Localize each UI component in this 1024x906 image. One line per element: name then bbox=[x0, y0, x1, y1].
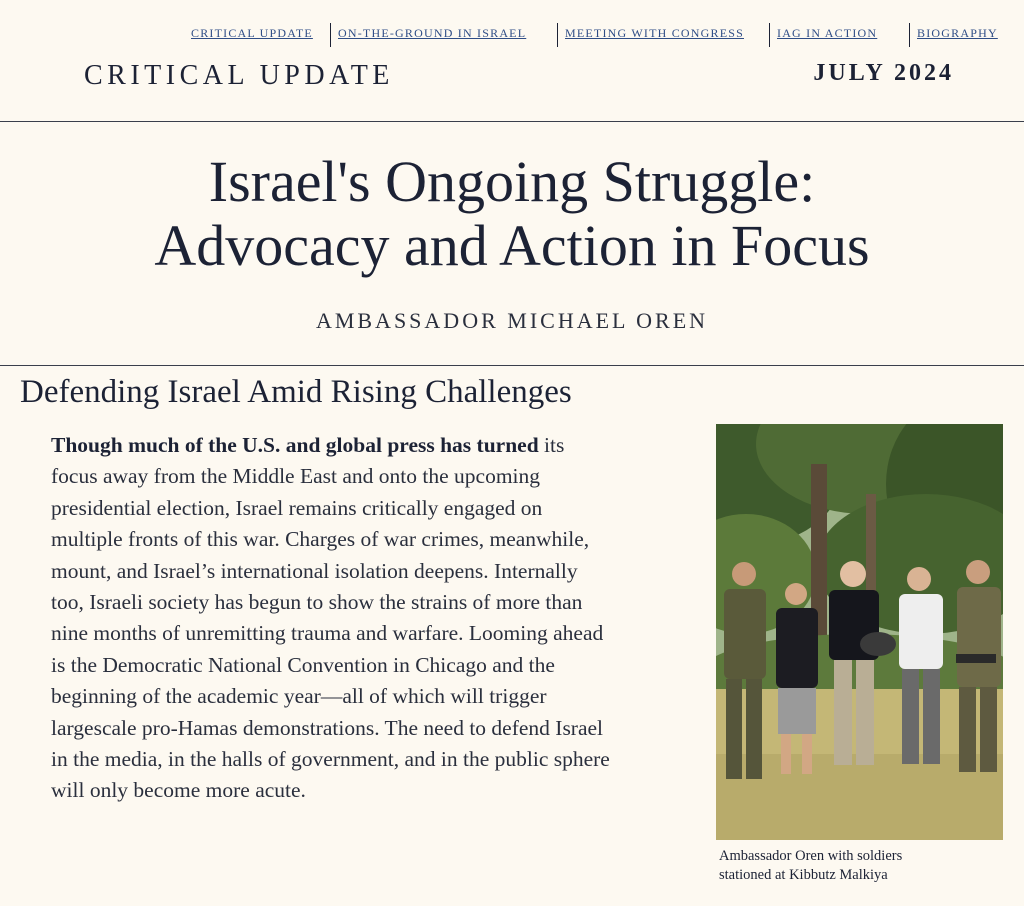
nav-link-biography[interactable]: BIOGRAPHY bbox=[917, 26, 998, 40]
newsletter-title: CRITICAL UPDATE bbox=[84, 60, 394, 91]
title-rule bbox=[0, 365, 1024, 366]
byline: AMBASSADOR MICHAEL OREN bbox=[315, 308, 709, 333]
nav-divider bbox=[909, 23, 910, 47]
caption-line-2: stationed at Kibbutz Malkiya bbox=[719, 867, 888, 883]
nav-divider bbox=[330, 23, 331, 47]
photo-illustration bbox=[716, 424, 1003, 840]
newsletter-date: JULY 2024 bbox=[813, 60, 954, 86]
page-title bbox=[0, 150, 1024, 278]
nav-link-critical-update[interactable]: CRITICAL UPDATE bbox=[191, 26, 313, 40]
section-title: Defending Israel Amid Rising Challenges bbox=[20, 374, 572, 410]
nav-link-on-the-ground[interactable]: ON-THE-GROUND IN ISRAEL bbox=[338, 26, 527, 40]
nav-divider bbox=[769, 23, 770, 47]
header-rule bbox=[0, 121, 1024, 122]
article-photo bbox=[716, 424, 1003, 840]
article-lead: Though much of the U.S. and global press has turned bbox=[51, 433, 539, 457]
article-body-text: its focus away from the Middle East and onto the upcoming presidential election, Israel remains critically engaged on multiple fronts of this war. Charges of war crimes, meanwhile, mount, and Israel’s international isolation deepens. Internally too, Israeli society has begun to show the strains of more than nine months of unremitting trauma and warfare. Looming ahead is the Democratic National Convention in Chicago and the beginning of the academic year—all of which will trigger largescale pro-Hamas demonstrations. The need to defend Israel in the media, in the halls of government, and in the public sphere will only become more acute. bbox=[51, 433, 610, 803]
nav-divider bbox=[557, 23, 558, 47]
caption-line-1: Ambassador Oren with soldiers bbox=[719, 848, 903, 864]
headline-line-1: Israel's Ongoing Struggle: bbox=[208, 149, 816, 214]
headline-line-2: Advocacy and Action in Focus bbox=[154, 213, 870, 278]
nav-link-iag-in-action[interactable]: IAG IN ACTION bbox=[777, 26, 878, 40]
nav-link-meeting-with-congress[interactable]: MEETING WITH CONGRESS bbox=[565, 26, 744, 40]
top-nav bbox=[0, 23, 1024, 47]
article-body bbox=[51, 430, 611, 807]
photo-caption bbox=[719, 847, 1009, 885]
